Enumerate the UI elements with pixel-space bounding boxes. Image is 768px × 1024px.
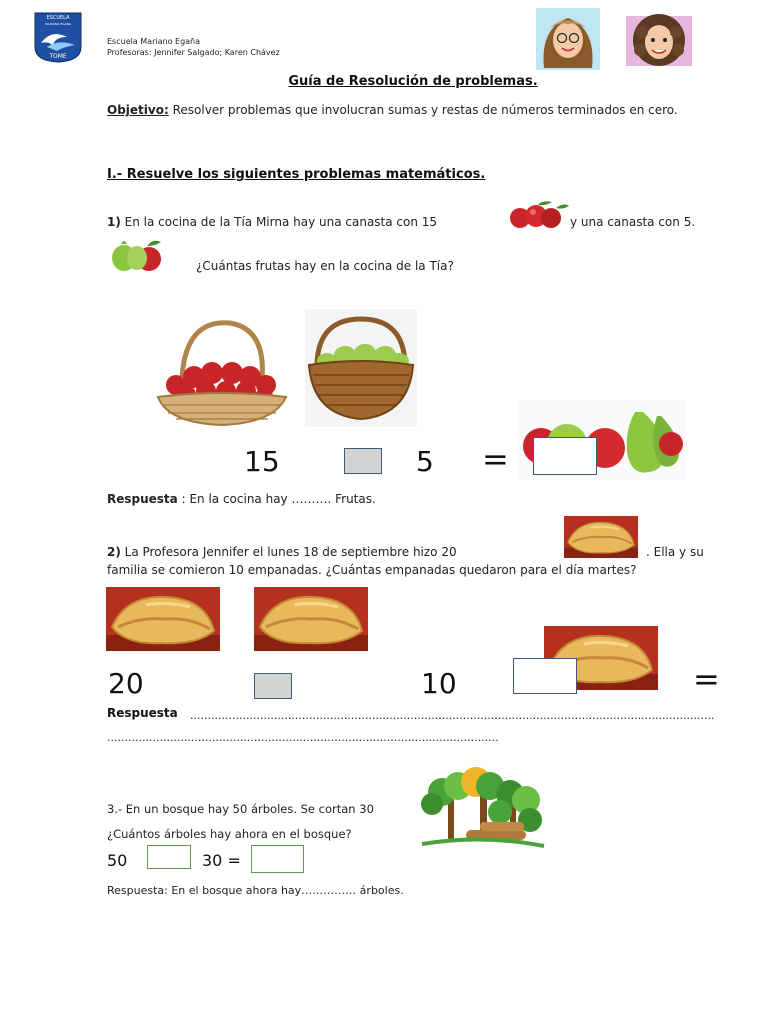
problem2-text-c: familia se comieron 10 empanadas. ¿Cuántas empanadas quedaron para el día martes? <box>107 563 637 577</box>
empanada-icon <box>254 587 368 651</box>
problem1-question: ¿Cuántas frutas hay en la cocina de la Tía? <box>196 259 454 273</box>
problem1-equals: = <box>482 440 509 478</box>
problem3-number-30: 30 = <box>202 851 241 870</box>
problem1-text-b: y una canasta con 5. <box>570 215 696 229</box>
objective <box>107 101 721 119</box>
problem3-question: ¿Cuántos árboles hay ahora en el bosque? <box>107 827 352 841</box>
problem3-text: 3.- En un bosque hay 50 árboles. Se cortan 30 <box>107 802 374 816</box>
objective-text: Resolver problemas que involucran sumas y restas de números terminados en cero. <box>168 103 678 117</box>
problem3-answer: Respuesta: En el bosque ahora hay…………… árboles. <box>107 884 404 897</box>
problem2-equals: = <box>693 660 720 698</box>
problem3-number-50: 50 <box>107 851 128 870</box>
teachers-names: Profesoras: Jennifer Salgado; Karen Chávez <box>107 48 280 57</box>
problem1-number-5: 5 <box>416 445 434 478</box>
empanada-icon <box>106 587 220 651</box>
problem1-number-15: 15 <box>244 445 280 478</box>
problem2-answer-label: Respuesta <box>107 706 178 720</box>
objective-label: Objetivo: <box>107 103 169 117</box>
pears-apple-icon <box>107 234 169 272</box>
problem2-text-b: . Ella y su <box>646 545 704 559</box>
empanada-icon <box>564 516 638 558</box>
page-title: Guía de Resolución de problemas. <box>288 74 538 89</box>
apple-basket-icon <box>152 319 290 429</box>
problem2-text-a-span: La Profesora Jennifer el lunes 18 de septiembre hizo 20 <box>120 545 457 559</box>
problem2-number-10: 10 <box>421 667 457 700</box>
apples-icon <box>506 198 570 230</box>
logo-text-3: TOME <box>49 53 67 60</box>
answer-box[interactable] <box>251 845 304 873</box>
problem2-answer-dots-2: ................................................................................................................ <box>107 731 499 744</box>
problem1-text-a: En la cocina de la Tía Mirna hay una canasta con 15 <box>120 215 438 229</box>
forest-icon <box>418 764 546 850</box>
operator-box[interactable] <box>147 845 191 869</box>
answer-box[interactable] <box>513 658 577 694</box>
problem1-answer-text: : En la cocina hay ………. Frutas. <box>177 492 376 506</box>
answer-box[interactable] <box>533 437 597 475</box>
problem2-number-20: 20 <box>108 667 144 700</box>
pear-basket-icon <box>305 309 417 427</box>
teacher-avatar-icon <box>622 10 696 72</box>
teacher-avatar-icon <box>536 8 600 70</box>
logo-text-2: MARIANO EGAÑA <box>45 22 71 26</box>
problem1-number: 1) <box>107 215 121 229</box>
school-logo-icon <box>33 11 83 63</box>
logo-text-1: ESCUELA <box>46 15 70 21</box>
operator-box[interactable] <box>254 673 292 699</box>
problem1-answer-label: Respuesta <box>107 492 178 506</box>
section-heading: I.- Resuelve los siguientes problemas matemáticos. <box>107 167 486 182</box>
problem2-answer-dots: ...................................................................................................................................................... <box>190 709 714 722</box>
problem1-answer <box>107 490 376 508</box>
problem2-text-a <box>107 543 457 561</box>
problem2-number: 2) <box>107 545 121 559</box>
school-name: Escuela Mariano Egaña <box>107 37 201 46</box>
operator-box[interactable] <box>344 448 382 474</box>
problem1-text <box>107 213 437 231</box>
